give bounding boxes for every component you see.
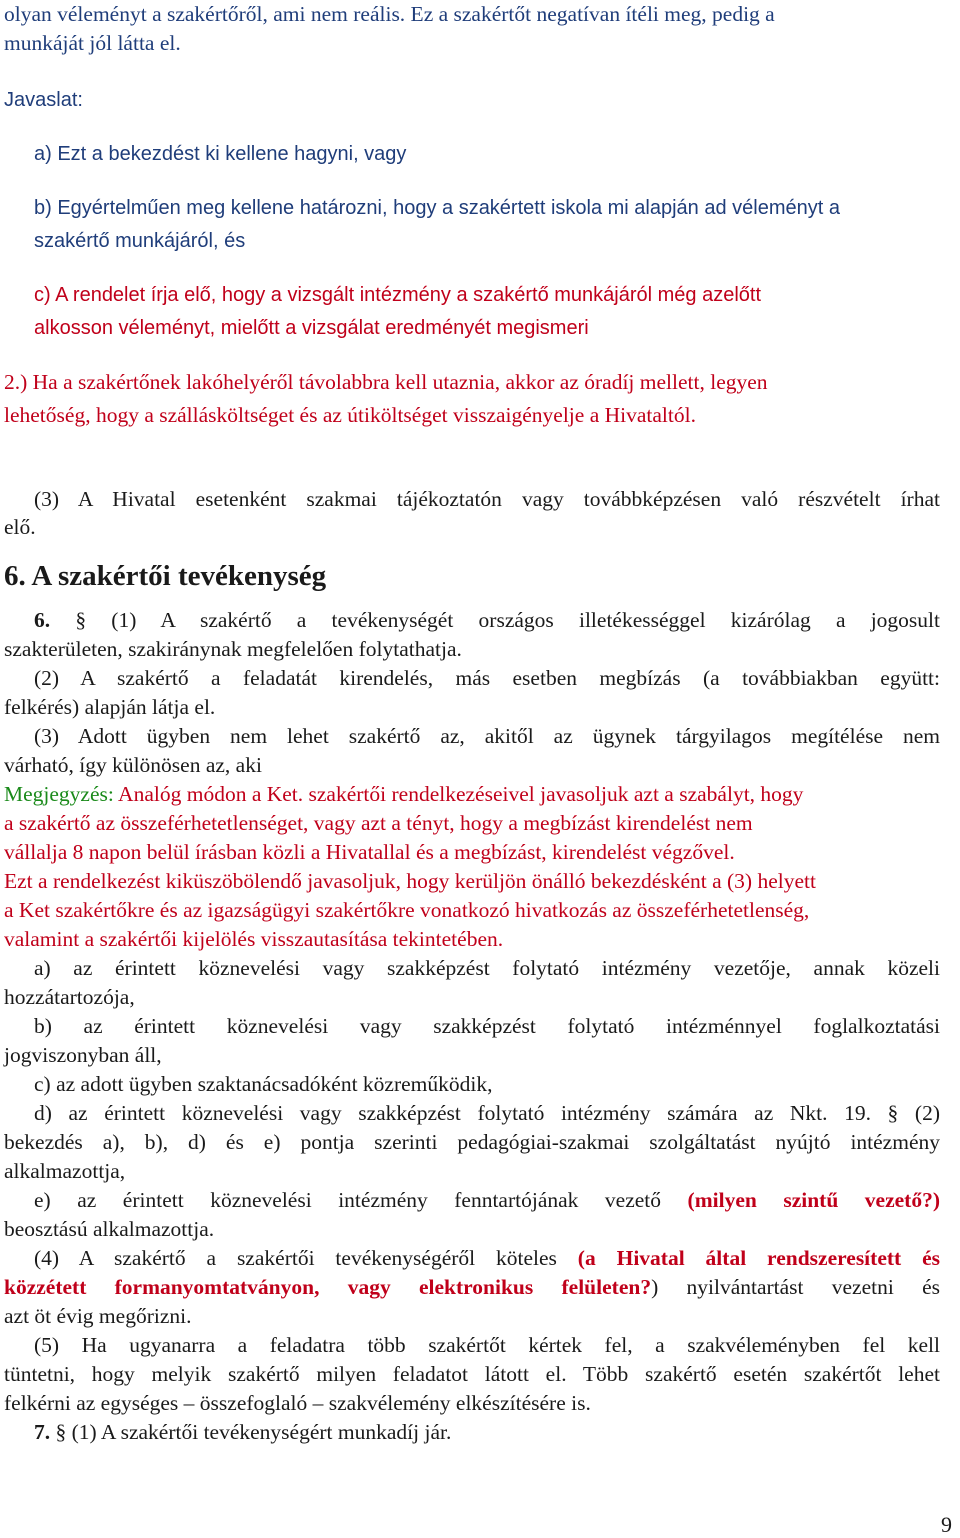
list-item-a: a) az érintett köznevelési vagy szakképzést folytató intézmény vezetője, annak közeli	[34, 956, 940, 980]
section-number: 7.	[34, 1420, 51, 1444]
paragraph-3: elő.	[4, 515, 36, 539]
list-item-a: hozzátartozója,	[4, 985, 135, 1009]
proposal-item-b: b) Egyértelműen meg kellene határozni, hogy a szakértett iskola mi alapján ad véleményt a	[34, 197, 840, 219]
section-number: 6.	[34, 608, 51, 632]
list-item-d: d) az érintett köznevelési vagy szakképzést folytató intézmény számára az Nkt. 19. § (2)	[34, 1101, 940, 1125]
proposal-item-c: c) A rendelet írja elő, hogy a vizsgált intézmény a szakértő munkájáról még azelőtt	[34, 284, 762, 306]
section-text: § (1) A szakértői tevékenységért munkadíj jár.	[50, 1420, 452, 1444]
paragraph-2: (2) A szakértő a feladatát kirendelés, más esetben megbízás (a továbbiakban együtt:	[34, 666, 940, 690]
list-item-d: alkalmazottja,	[4, 1159, 126, 1183]
proposal-item-a: a) Ezt a bekezdést ki kellene hagyni, vagy	[34, 143, 407, 165]
paragraph-5: felkérni az egységes – összefoglaló – szakvélemény elkészítésére is.	[4, 1391, 591, 1415]
point-2: lehetőség, hogy a szállásköltséget és az útiköltséget visszaigényelje a Hivataltól.	[4, 403, 696, 427]
list-item-c: c) az adott ügyben szaktanácsadóként közreműködik,	[34, 1072, 493, 1096]
section-7-line	[34, 1418, 451, 1447]
note-text: Analóg módon a Ket. szakértői rendelkezéseivel javasoljuk azt a szabályt, hogy	[113, 782, 804, 806]
comment-question: (a Hivatal által rendszeresített és	[577, 1246, 940, 1270]
list-item-e	[34, 1186, 940, 1215]
list-item-d: bekezdés a), b), d) és e) pontja szerinti pedagógiai-szakmai szolgáltatást nyújtó intézmény	[4, 1130, 940, 1154]
point-2: 2.) Ha a szakértőnek lakóhelyéről távolabbra kell utaznia, akkor az óradíj mellett, legyen	[4, 370, 768, 394]
comment-question: (milyen szintű vezető?)	[687, 1188, 940, 1212]
paragraph-5: tüntetni, hogy melyik szakértő milyen feladatot látott el. Több szakértő esetén szakértőt lehet	[4, 1362, 940, 1386]
page-number: 9	[941, 1512, 952, 1537]
paragraph-3b: várható, így különösen az, aki	[4, 753, 262, 777]
list-item-e: beosztású alkalmazottja.	[4, 1217, 215, 1241]
paragraph-3b: (3) Adott ügyben nem lehet szakértő az, akitől az ügynek tárgyilagos megítélése nem	[34, 724, 940, 748]
note-line: a szakértő az összeférhetetlenséget, vagy azt a tényt, hogy a megbízást kirendelést nem	[4, 811, 753, 835]
section-6-line	[34, 606, 940, 635]
note-line: vállalja 8 napon belül írásban közli a Hivatallal és a megbízást, kirendelést végzővel.	[4, 840, 735, 864]
paragraph-5: (5) Ha ugyanarra a feladatra több szakértőt kértek fel, a szakvéleményben fel kell	[34, 1333, 940, 1357]
paragraph-4: azt öt évig megőrizni.	[4, 1304, 192, 1328]
section-title: 6. A szakértői tevékenység	[4, 560, 327, 592]
list-item-b: jogviszonyban áll,	[4, 1043, 162, 1067]
paragraph-4-text: ) nyilvántartást vezetni és	[651, 1275, 941, 1299]
paragraph-2: felkérés) alapján látja el.	[4, 695, 216, 719]
section-6-line: szakterületen, szakiránynak megfelelően folytathatja.	[4, 637, 462, 661]
note-label: Megjegyzés:	[4, 782, 114, 806]
proposal-heading: Javaslat:	[4, 89, 83, 111]
note-line: a Ket szakértőkre és az igazságügyi szakértőkre vonatkozó hivatkozás az összeférhetetlenség,	[4, 898, 810, 922]
list-item-b: b) az érintett köznevelési vagy szakképzést folytató intézménnyel foglalkoztatási	[34, 1014, 940, 1038]
section-text: § (1) A szakértő a tevékenységét országos illetékességgel kizárólag a jogosult	[50, 608, 940, 632]
text-line: olyan véleményt a szakértőről, ami nem reális. Ez a szakértőt negatívan ítéli meg, pedig a	[4, 2, 775, 26]
list-item-e-text: e) az érintett köznevelési intézmény fenntartójának vezető	[34, 1188, 688, 1212]
note-line: Ezt a rendelkezést kiküszöbölendő javasoljuk, hogy kerüljön önálló bekezdésként a (3) helyett	[4, 869, 816, 893]
proposal-item-c: alkosson véleményt, mielőtt a vizsgálat eredményét megismeri	[34, 317, 589, 339]
note-line	[4, 780, 803, 809]
note-line: valamint a szakértői kijelölés visszautasítása tekintetében.	[4, 927, 504, 951]
text-line: munkáját jól látta el.	[4, 31, 181, 55]
paragraph-4-text: (4) A szakértő a szakértői tevékenységéről köteles	[34, 1246, 578, 1270]
comment-question: közzétett formanyomtatványon, vagy elektronikus felületen?	[4, 1275, 652, 1299]
paragraph-4	[34, 1244, 940, 1273]
paragraph-3: (3) A Hivatal esetenként szakmai tájékoztatón vagy továbbképzésen való részvételt írhat	[34, 487, 940, 511]
proposal-item-b: szakértő munkájáról, és	[34, 230, 246, 252]
paragraph-4	[4, 1273, 940, 1302]
